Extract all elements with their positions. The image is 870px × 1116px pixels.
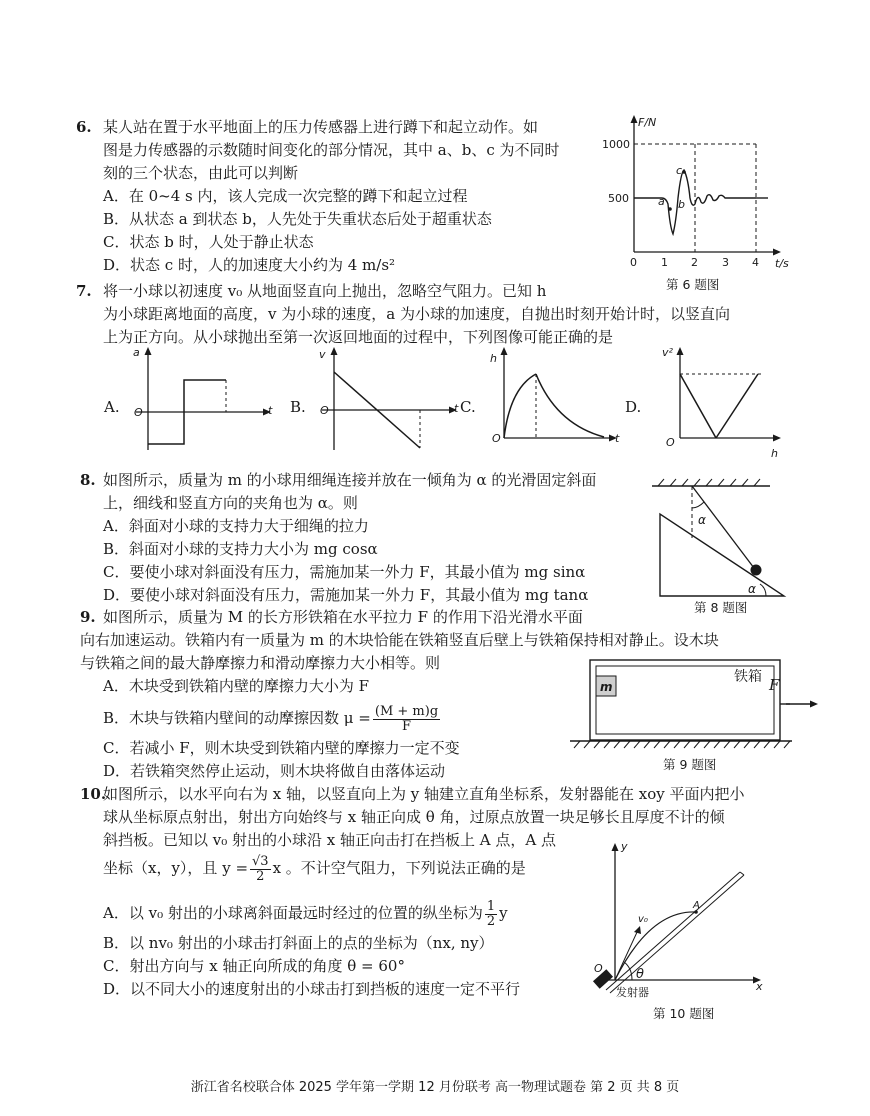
q8-option-a: A．斜面对小球的支持力大于细绳的拉力 bbox=[103, 517, 369, 535]
q7c-xlabel: t bbox=[615, 432, 620, 445]
q7-number: 7. bbox=[76, 282, 92, 300]
q9-number: 9. bbox=[80, 608, 96, 626]
q6-label-b: b bbox=[678, 198, 685, 211]
q9-box-label: 铁箱 bbox=[734, 669, 762, 685]
q7d-xlabel: h bbox=[771, 447, 778, 460]
q10-stem-line4 bbox=[103, 852, 526, 884]
q6-number: 6. bbox=[76, 118, 92, 136]
q10-xlabel: x bbox=[756, 980, 763, 993]
q7c-ylabel: h bbox=[490, 352, 497, 365]
q7-stem-line3: 上为正方向。从小球抛出至第一次返回地面的过程中，下列图像可能正确的是 bbox=[103, 328, 614, 346]
q6-xlabel: t/s bbox=[775, 257, 789, 270]
q10-launcher-label: 发射器 bbox=[616, 986, 649, 999]
q10-half-fraction bbox=[485, 900, 497, 929]
q10-origin: O bbox=[594, 962, 603, 975]
q6-stem-line2: 图是力传感器的示数随时间变化的部分情况，其中 a、b、c 为不同时 bbox=[103, 141, 560, 159]
q8-number: 8. bbox=[80, 471, 96, 489]
q9-option-d: D．若铁箱突然停止运动，则木块将做自由落体运动 bbox=[103, 762, 446, 780]
q10-number: 10. bbox=[80, 785, 107, 803]
q6-label-c: c bbox=[676, 164, 683, 177]
q7-graph-b bbox=[312, 344, 462, 454]
q6-ylabel: F/N bbox=[638, 116, 657, 129]
q7-option-a-label: A. bbox=[104, 398, 120, 416]
q10-slope-fraction bbox=[250, 855, 271, 884]
q9-iron-box-figure bbox=[568, 654, 798, 754]
q10-line4-pre: 坐标（x，y），且 y = bbox=[103, 859, 249, 877]
q8-stem-line2: 上，细线和竖直方向的夹角也为 α。则 bbox=[103, 494, 358, 512]
q6-option-b: B．从状态 a 到状态 b，人先处于失重状态后处于超重状态 bbox=[103, 210, 492, 228]
q9-stem-line3: 与铁箱之间的最大静摩擦力和滑动摩擦力大小相等。则 bbox=[80, 654, 441, 672]
page-footer: 浙江省名校联合体 2025 学年第一学期 12 月份联考 高一物理试题卷 第 2 页 共 8 页 bbox=[190, 1080, 680, 1095]
q6-x3: 3 bbox=[722, 256, 729, 269]
q9-block-label: m bbox=[600, 680, 613, 694]
q10-option-c: C．射出方向与 x 轴正向所成的角度 θ = 60° bbox=[103, 957, 405, 975]
q6-x4: 4 bbox=[752, 256, 759, 269]
q10-caption: 第 10 题图 bbox=[653, 1006, 715, 1021]
q8-option-b: B．斜面对小球的支持力大小为 mg cosα bbox=[103, 540, 378, 558]
q9-mu-denominator: F bbox=[402, 718, 412, 734]
q6-x2: 2 bbox=[691, 256, 698, 269]
q6-option-d: D．状态 c 时，人的加速度大小约为 4 m/s² bbox=[103, 256, 396, 274]
q9-option-c: C．若减小 F，则木块受到铁箱内壁的摩擦力一定不变 bbox=[103, 739, 460, 757]
q7a-ylabel: a bbox=[133, 346, 140, 359]
q9-option-a: A．木块受到铁箱内壁的摩擦力大小为 F bbox=[103, 677, 370, 695]
q6-option-a: A．在 0~4 s 内，该人完成一次完整的蹲下和起立过程 bbox=[103, 187, 468, 205]
q10-a-label: A bbox=[693, 900, 700, 911]
q8-alpha-top: α bbox=[698, 513, 706, 527]
q10-launcher-figure bbox=[588, 840, 778, 1005]
q7-option-c-label: C. bbox=[460, 398, 476, 416]
q8-option-c: C．要使小球对斜面没有压力，需施加某一外力 F，其最小值为 mg sinα bbox=[103, 563, 586, 581]
q7d-ylabel: v² bbox=[662, 346, 673, 359]
q9-mu-numerator: (M + m)g bbox=[374, 703, 439, 719]
q6-x0: 0 bbox=[630, 256, 637, 269]
q8-ball bbox=[751, 565, 762, 576]
q7a-xlabel: t bbox=[268, 404, 273, 417]
q7b-xlabel: t bbox=[454, 402, 459, 415]
q7-graph-d bbox=[664, 342, 794, 464]
q8-caption: 第 8 题图 bbox=[694, 600, 748, 615]
q7-graph-c bbox=[486, 344, 626, 454]
q6-force-time-graph bbox=[598, 112, 788, 272]
q10-half-numerator: 1 bbox=[486, 898, 496, 914]
q10-stem-line1: 如图所示，以水平向右为 x 轴，以竖直向上为 y 轴建立直角坐标系，发射器能在 xoy 平面内把小 bbox=[103, 785, 745, 803]
q7-option-d-label: D. bbox=[625, 398, 642, 416]
q9-force-label: F bbox=[769, 676, 780, 694]
q6-caption: 第 6 题图 bbox=[666, 277, 720, 292]
q9-stem-line2: 向右加速运动。铁箱内有一质量为 m 的木块恰能在铁箱竖直后壁上与铁箱保持相对静止。设木块 bbox=[80, 631, 719, 649]
q10-option-a-text: A．以 v₀ 射出的小球离斜面最远时经过的位置的纵坐标为 bbox=[103, 904, 483, 922]
q6-stem-line3: 刻的三个状态，由此可以判断 bbox=[103, 164, 299, 182]
q10-theta-label: θ bbox=[636, 967, 644, 982]
q10-option-a bbox=[103, 898, 508, 929]
q7-option-b-label: B. bbox=[290, 398, 306, 416]
q10-option-b: B．以 nv₀ 射出的小球击打斜面上的点的坐标为（nx, ny） bbox=[103, 934, 494, 952]
q6-stem-line1: 某人站在置于水平地面上的压力传感器上进行蹲下和起立动作。如 bbox=[103, 118, 539, 136]
q10-line4-post: x 。不计空气阻力，下列说法正确的是 bbox=[272, 859, 526, 877]
q10-option-d: D．以不同大小的速度射出的小球击打到挡板的速度一定不平行 bbox=[103, 980, 521, 998]
q7-stem-line2: 为小球距离地面的高度，v 为小球的速度，a 为小球的加速度，自抛出时刻开始计时，以竖直向 bbox=[103, 305, 730, 323]
q6-x1: 1 bbox=[661, 256, 668, 269]
q9-mu-fraction bbox=[373, 705, 440, 734]
q10-half-denominator: 2 bbox=[486, 913, 496, 929]
q8-option-d: D．要使小球对斜面没有压力，需施加某一外力 F，其最小值为 mg tanα bbox=[103, 586, 589, 604]
q7a-origin: O bbox=[134, 406, 143, 419]
q8-stem-line1: 如图所示，质量为 m 的小球用细绳连接并放在一倾角为 α 的光滑固定斜面 bbox=[103, 471, 597, 489]
q7b-ylabel: v bbox=[319, 348, 326, 361]
q6-y1000: 1000 bbox=[602, 138, 630, 151]
q9-caption: 第 9 题图 bbox=[663, 757, 717, 772]
q10-option-a-y: y bbox=[499, 904, 508, 922]
q9-stem-line1: 如图所示，质量为 M 的长方形铁箱在水平拉力 F 的作用下沿光滑水平面 bbox=[103, 608, 583, 626]
q7d-origin: O bbox=[666, 436, 675, 449]
q7-stem-line1: 将一小球以初速度 v₀ 从地面竖直向上抛出，忽略空气阻力。已知 h bbox=[103, 282, 547, 300]
q6-point-a bbox=[668, 207, 672, 211]
q6-option-c: C．状态 b 时，人处于静止状态 bbox=[103, 233, 314, 251]
q10-stem-line2: 球从坐标原点射出，射出方向始终与 x 轴正向成 θ 角，过原点放置一块足够长且厚度不计的倾 bbox=[103, 808, 725, 826]
q9-option-b bbox=[103, 702, 442, 734]
q6-y500: 500 bbox=[608, 192, 629, 205]
q10-ylabel: y bbox=[621, 840, 628, 853]
q6-label-a: a bbox=[658, 195, 665, 208]
q10-stem-line3: 斜挡板。已知以 v₀ 射出的小球沿 x 轴正向击打在挡板上 A 点，A 点 bbox=[103, 831, 556, 849]
q6-point-c bbox=[682, 170, 686, 174]
q7c-origin: O bbox=[492, 432, 501, 445]
q8-incline-figure bbox=[648, 478, 788, 600]
q9-force-arrow bbox=[786, 694, 826, 714]
q10-v0-label: v₀ bbox=[638, 914, 648, 925]
q7-graph-a bbox=[126, 344, 276, 454]
q10-slope-numerator: √3 bbox=[252, 853, 269, 869]
q8-alpha-bottom: α bbox=[748, 582, 756, 596]
q10-slope-denominator: 2 bbox=[256, 868, 265, 884]
q7b-origin: O bbox=[320, 404, 329, 417]
q9-option-b-text: B．木块与铁箱内壁间的动摩擦因数 μ = bbox=[103, 709, 371, 727]
